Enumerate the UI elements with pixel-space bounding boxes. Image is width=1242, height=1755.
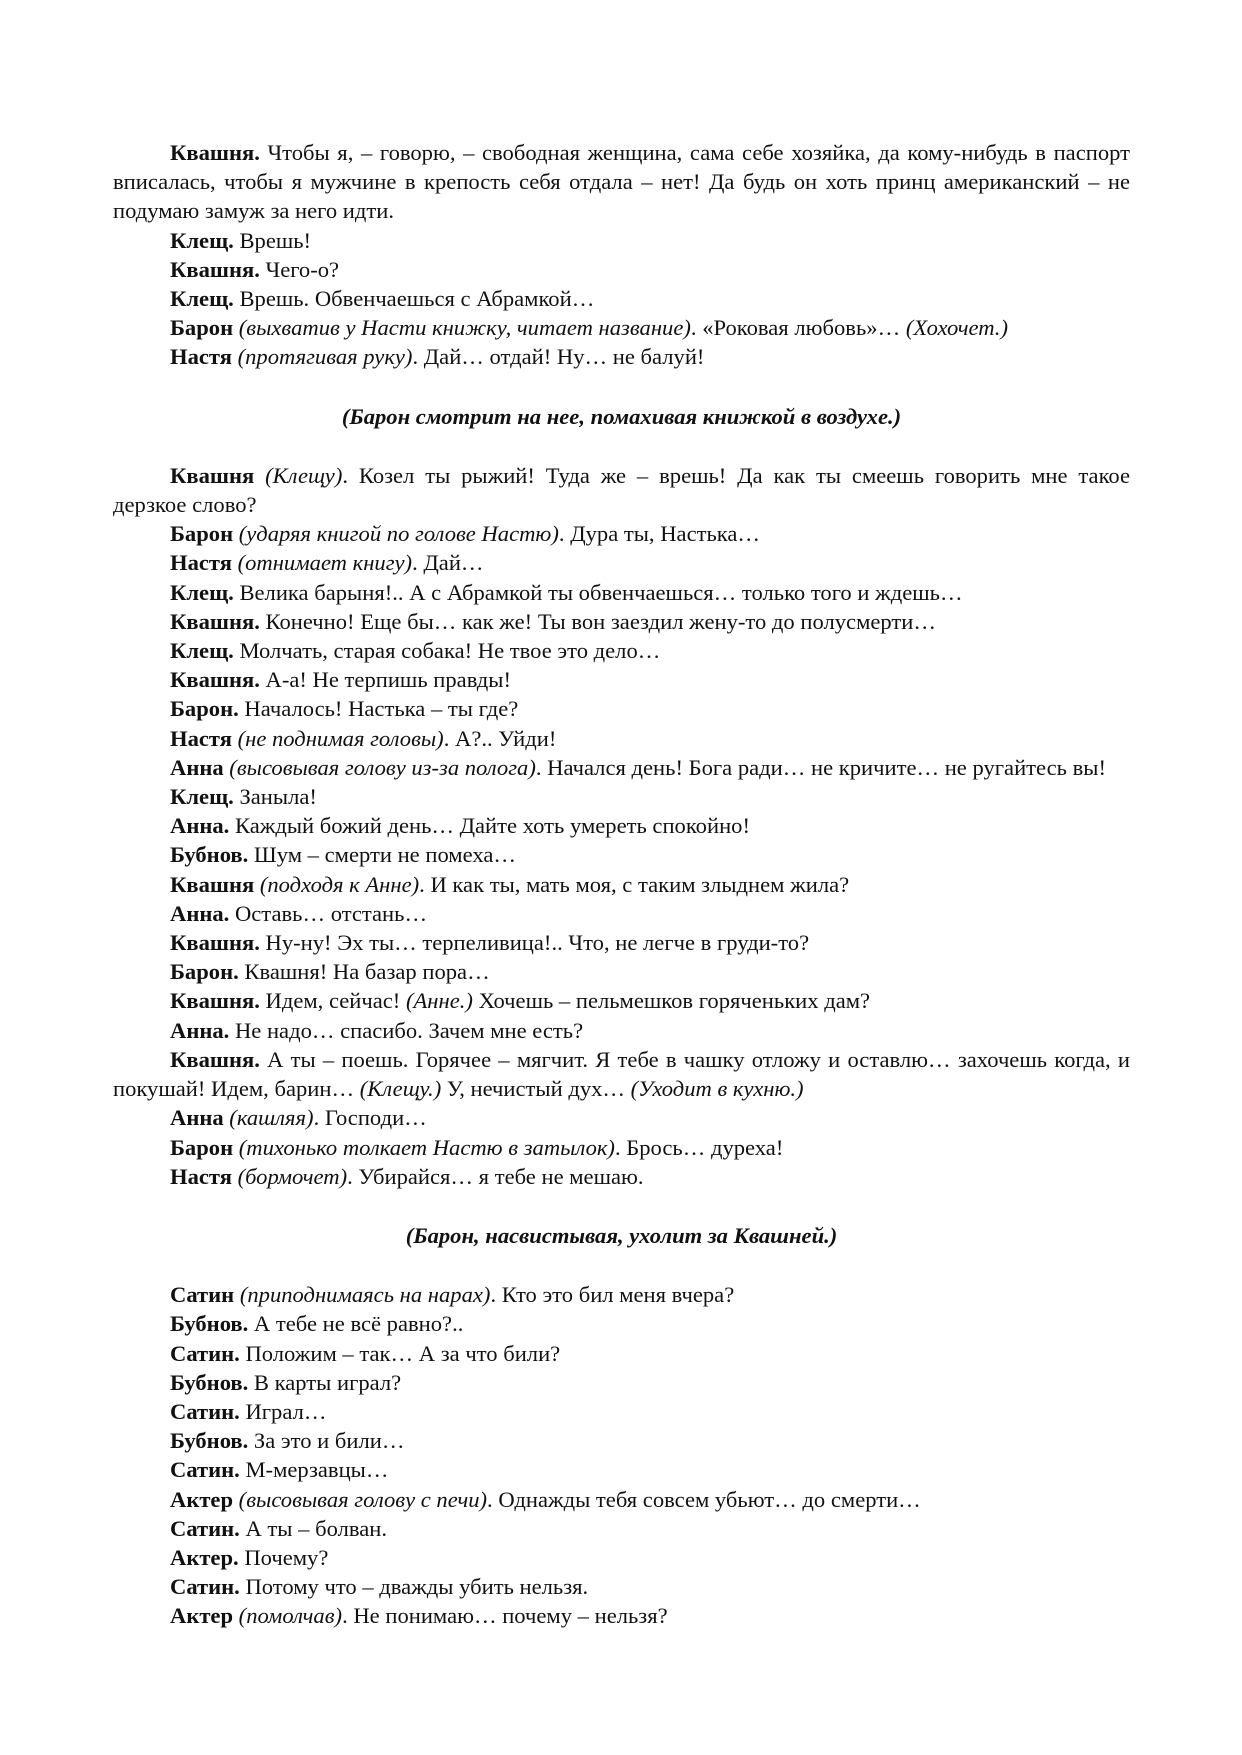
line-text: . И как ты, мать моя, с таким злыднем жила? xyxy=(419,871,850,897)
line-text: За это и били… xyxy=(248,1428,405,1454)
line-text: Чтобы я, – говорю, – свободная женщина, сама себе хозяйка, да кому-нибудь в паспорт вписалась, чтобы я мужчине в крепость себя отдала – нет! Да будь он хоть принц американский – не подумаю замуж за него идти. xyxy=(113,140,1130,224)
dialogue-line xyxy=(113,724,1130,753)
speaker-name: Сатин xyxy=(170,1282,235,1308)
dialogue-line xyxy=(113,870,1130,899)
stage-direction-centered: (Барон, насвистывая, ухолит за Квашней.) xyxy=(405,1222,838,1248)
speaker-name: Актер. xyxy=(170,1544,239,1570)
play-text xyxy=(113,138,1130,1631)
dialogue-line xyxy=(113,1455,1130,1484)
dialogue-line xyxy=(113,1514,1130,1543)
line-text: . Дай… отдай! Ну… не балуй! xyxy=(412,344,705,370)
dialogue-line xyxy=(113,1162,1130,1191)
speaker-name: Настя xyxy=(170,550,232,576)
speaker-name: Квашня. xyxy=(170,256,260,282)
stage-direction: (ударяя книгой по голове Настю) xyxy=(233,521,559,547)
line-text: А тебе не всё равно?.. xyxy=(248,1311,464,1337)
line-text: Ну-ну! Эх ты… терпеливица!.. Что, не легче в груди-то? xyxy=(259,930,810,956)
dialogue-line xyxy=(113,1426,1130,1455)
stage-direction: (Анне.) xyxy=(405,988,473,1014)
dialogue-line xyxy=(113,607,1130,636)
line-text: Конечно! Еще бы… как же! Ты вон заездил жену-то до полусмерти… xyxy=(259,608,936,634)
line-text: Играл… xyxy=(239,1398,327,1424)
speaker-name: Анна xyxy=(170,1105,224,1131)
speaker-name: Барон xyxy=(170,521,234,547)
line-text: Положим – так… А за что били? xyxy=(239,1340,561,1366)
stage-direction: (высовывая голову из-за полога) xyxy=(223,754,536,780)
dialogue-line xyxy=(113,1016,1130,1045)
dialogue-line xyxy=(113,138,1130,226)
speaker-name: Квашня. xyxy=(170,930,260,956)
line-text: . Однажды тебя совсем убьют… до смерти… xyxy=(487,1486,921,1512)
stage-direction: (помолчав) xyxy=(233,1603,343,1629)
speaker-name: Квашня. xyxy=(170,1046,260,1072)
dialogue-line xyxy=(113,782,1130,811)
line-text: Почему? xyxy=(238,1544,329,1570)
dialogue-line xyxy=(113,665,1130,694)
dialogue-block-3 xyxy=(113,1280,1130,1630)
speaker-name: Клещ. xyxy=(170,638,234,664)
line-text: А ты – болван. xyxy=(239,1515,387,1541)
dialogue-line xyxy=(113,226,1130,255)
speaker-name: Анна. xyxy=(170,900,230,926)
stage-direction: (тихонько толкает Настю в затылок) xyxy=(233,1134,615,1160)
dialogue-line xyxy=(113,1280,1130,1309)
stage-direction: (протягивая руку) xyxy=(231,344,413,370)
line-text: Врешь! xyxy=(233,227,312,253)
line-text: Молчать, старая собака! Не твое это дело… xyxy=(233,638,661,664)
line-text: А-а! Не терпишь правды! xyxy=(259,667,511,693)
dialogue-line xyxy=(113,753,1130,782)
dialogue-line xyxy=(113,284,1130,313)
stage-direction: (высовывая голову с печи) xyxy=(233,1486,488,1512)
speaker-name: Квашня. xyxy=(170,667,260,693)
dialogue-line xyxy=(113,840,1130,869)
line-text: Шум – смерти не помеха… xyxy=(248,842,516,868)
line-text: У, нечистый дух… xyxy=(441,1076,631,1102)
speaker-name: Сатин. xyxy=(170,1457,240,1483)
speaker-name: Анна. xyxy=(170,1017,230,1043)
speaker-name: Квашня. xyxy=(170,608,260,634)
speaker-name: Барон xyxy=(170,315,234,341)
speaker-name: Актер xyxy=(170,1603,234,1629)
dialogue-block-2 xyxy=(113,461,1130,1191)
line-text: В карты играл? xyxy=(248,1369,402,1395)
stage-direction: (приподнимаясь на нарах) xyxy=(234,1282,491,1308)
line-text: М-мерзавцы… xyxy=(239,1457,389,1483)
speaker-name: Клещ. xyxy=(170,579,234,605)
dialogue-line xyxy=(113,1601,1130,1630)
dialogue-line xyxy=(113,1368,1130,1397)
stage-direction: (отнимает книгу) xyxy=(231,550,413,576)
dialogue-line xyxy=(113,1339,1130,1368)
line-text: . А?.. Уйди! xyxy=(443,725,557,751)
line-text: Заныла! xyxy=(233,784,317,810)
dialogue-line xyxy=(113,1485,1130,1514)
stage-direction: (Хохочет.) xyxy=(905,315,1008,341)
line-text: Велика барыня!.. А с Абрамкой ты обвенчаешься… только того и ждешь… xyxy=(233,579,963,605)
line-text: . Не понимаю… почему – нельзя? xyxy=(342,1603,668,1629)
line-text: Каждый божий день… Дайте хоть умереть спокойно! xyxy=(229,813,750,839)
dialogue-line xyxy=(113,986,1130,1015)
dialogue-line xyxy=(113,1103,1130,1132)
speaker-name: Настя xyxy=(170,1163,232,1189)
line-text: Оставь… отстань… xyxy=(229,900,428,926)
dialogue-line xyxy=(113,1133,1130,1162)
stage-direction: (Клещу) xyxy=(254,462,343,488)
line-text: Началось! Настька – ты где? xyxy=(238,696,519,722)
dialogue-line xyxy=(113,1572,1130,1601)
speaker-name: Квашня. xyxy=(170,140,260,165)
speaker-name: Квашня xyxy=(170,871,255,897)
line-text: Врешь. Обвенчаешься с Абрамкой… xyxy=(233,286,595,312)
line-text: Хочешь – пельмешков горяченьких дам? xyxy=(472,988,871,1014)
dialogue-line xyxy=(113,342,1130,371)
stage-direction: (Уходит в кухню.) xyxy=(630,1076,804,1102)
dialogue-line xyxy=(113,694,1130,723)
line-text: Потому что – дважды убить нельзя. xyxy=(239,1574,589,1600)
stage-direction: (выхватив у Насти книжку, читает название) xyxy=(233,315,691,341)
dialogue-line xyxy=(113,1309,1130,1338)
speaker-name: Сатин. xyxy=(170,1574,240,1600)
speaker-name: Барон xyxy=(170,1134,234,1160)
speaker-name: Актер xyxy=(170,1486,234,1512)
line-text: . Брось… дуреха! xyxy=(614,1134,784,1160)
speaker-name: Клещ. xyxy=(170,227,234,253)
dialogue-line xyxy=(113,928,1130,957)
stage-direction: (кашляя) xyxy=(223,1105,314,1131)
stage-direction-centered: (Барон смотрит на нее, помахивая книжкой в воздухе.) xyxy=(341,403,902,429)
speaker-name: Барон. xyxy=(170,959,239,985)
speaker-name: Клещ. xyxy=(170,784,234,810)
stage-direction: (Клещу.) xyxy=(359,1076,442,1102)
speaker-name: Анна. xyxy=(170,813,230,839)
speaker-name: Квашня xyxy=(170,462,255,488)
line-text: . Убирайся… я тебе не мешаю. xyxy=(347,1163,644,1189)
dialogue-line xyxy=(113,461,1130,519)
line-text: . Начался день! Бога ради… не кричите… не ругайтесь вы! xyxy=(535,754,1106,780)
speaker-name: Бубнов. xyxy=(170,1311,249,1337)
stage-direction: (бормочет) xyxy=(231,1163,348,1189)
dialogue-block-1 xyxy=(113,138,1130,372)
line-text: . Дура ты, Настька… xyxy=(558,521,761,547)
dialogue-line xyxy=(113,957,1130,986)
dialogue-line xyxy=(113,1397,1130,1426)
line-text: Квашня! На базар пора… xyxy=(238,959,490,985)
line-text: . Козел ты рыжий! Туда же – врешь! Да как ты смеешь говорить мне такое дерзкое слово? xyxy=(113,462,1130,518)
speaker-name: Сатин. xyxy=(170,1398,240,1424)
speaker-name: Анна xyxy=(170,754,224,780)
speaker-name: Настя xyxy=(170,344,232,370)
speaker-name: Бубнов. xyxy=(170,1369,249,1395)
speaker-name: Клещ. xyxy=(170,286,234,312)
dialogue-line xyxy=(113,1543,1130,1572)
dialogue-line xyxy=(113,548,1130,577)
dialogue-line xyxy=(113,255,1130,284)
line-text: . Кто это бил меня вчера? xyxy=(490,1282,735,1308)
speaker-name: Сатин. xyxy=(170,1340,240,1366)
dialogue-line xyxy=(113,811,1130,840)
line-text: А ты – поешь. Горячее – мягчит. Я тебе в чашку отложу и оставлю… захочешь когда, и покушай! Идем, барин… xyxy=(113,1046,1130,1102)
stage-direction: (не поднимая головы) xyxy=(231,725,444,751)
speaker-name: Барон. xyxy=(170,696,239,722)
line-text: Идем, сейчас! xyxy=(259,988,406,1014)
dialogue-line xyxy=(113,519,1130,548)
dialogue-line xyxy=(113,636,1130,665)
dialogue-line xyxy=(113,313,1130,342)
line-text: . Господи… xyxy=(313,1105,427,1131)
dialogue-line xyxy=(113,1045,1130,1103)
line-text: Чего-о? xyxy=(259,256,340,282)
dialogue-line xyxy=(113,899,1130,928)
speaker-name: Бубнов. xyxy=(170,842,249,868)
speaker-name: Настя xyxy=(170,725,232,751)
speaker-name: Сатин. xyxy=(170,1515,240,1541)
speaker-name: Бубнов. xyxy=(170,1428,249,1454)
line-text: . Дай… xyxy=(412,550,484,576)
dialogue-line xyxy=(113,578,1130,607)
line-text: Не надо… спасибо. Зачем мне есть? xyxy=(229,1017,584,1043)
line-text: . «Роковая любовь»… xyxy=(690,315,906,341)
speaker-name: Квашня. xyxy=(170,988,260,1014)
stage-direction: (подходя к Анне) xyxy=(254,871,420,897)
